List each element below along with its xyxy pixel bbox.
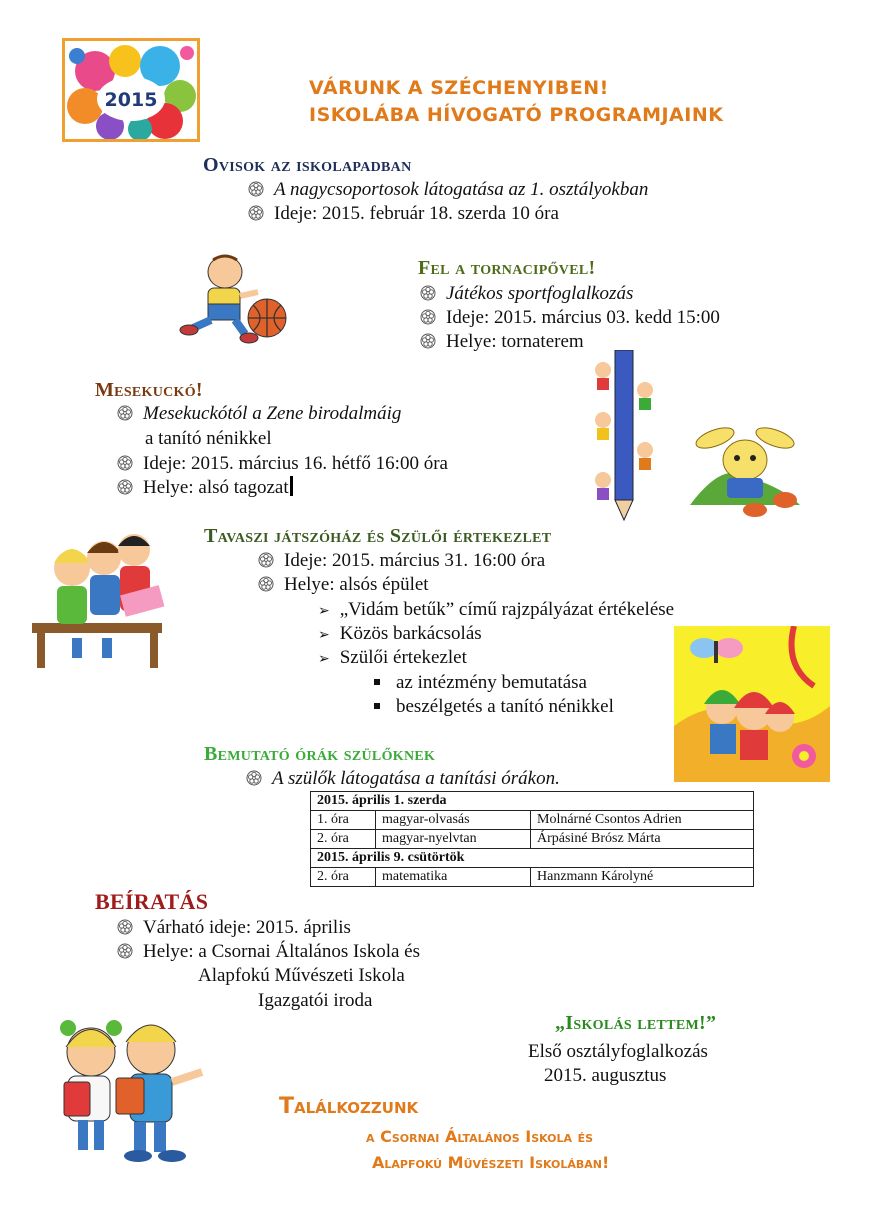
- table-cell-teacher: Árpásiné Brósz Márta: [531, 830, 754, 849]
- list-item: Ideje: 2015. március 31. 16:00 óra: [258, 549, 545, 573]
- basketball-kid-image: [175, 252, 295, 348]
- table-row: [311, 830, 754, 849]
- list-item: A szülők látogatása a tanítási órákon.: [246, 767, 560, 791]
- table-cell-subject: matematika: [376, 868, 531, 887]
- list-item: Ideje: 2015. február 18. szerda 10 óra: [248, 202, 559, 226]
- iskolas-date: 2015. augusztus: [544, 1065, 667, 1086]
- pencil-kids-image: [593, 350, 655, 522]
- flower-bullet-icon: [117, 455, 133, 471]
- table-cell-hour: 2. óra: [311, 868, 376, 887]
- list-item: Mesekuckótól a Zene birodalmáig: [117, 402, 401, 426]
- sub-list-item: ➢ „Vidám betűk” című rajzpályázat értékelése: [318, 598, 674, 624]
- list-item-continuation: Alapfokú Művészeti Iskola: [198, 965, 405, 986]
- sub-list-item: ➢ Közös barkácsolás: [318, 622, 482, 648]
- reading-kids-image: [32, 528, 172, 670]
- table-cell-hour: 2. óra: [311, 830, 376, 849]
- logo-2015: [62, 38, 200, 142]
- table-cell-subject: magyar-olvasás: [376, 811, 531, 830]
- section-title-tavaszi: Tavaszi játszóház és Szülői értekezlet: [204, 525, 552, 547]
- list-item: Várható ideje: 2015. április: [117, 916, 351, 940]
- iskolas-line: Első osztályfoglalkozás: [528, 1041, 708, 1062]
- sub-sub-list-item: beszélgetés a tanító nénikkel: [374, 695, 614, 719]
- table-cell-teacher: Hanzmann Károlyné: [531, 868, 754, 887]
- square-bullet-icon: [374, 679, 380, 685]
- list-item: Ideje: 2015. március 03. kedd 15:00: [420, 306, 720, 330]
- closing-line: Alapfokú Művészeti Iskolában!: [372, 1153, 610, 1172]
- square-bullet-icon: [374, 703, 380, 709]
- section-title-mese: Mesekuckó!: [95, 379, 203, 401]
- flower-bullet-icon: [117, 919, 133, 935]
- list-item: Játékos sportfoglalkozás: [420, 282, 633, 306]
- section-title-ovisok: Ovisok az iskolapadban: [203, 154, 412, 176]
- table-cell-teacher: Molnárné Csontos Adrien: [531, 811, 754, 830]
- table-day-row: [311, 849, 754, 868]
- flower-bullet-icon: [248, 205, 264, 221]
- flower-bullet-icon: [420, 285, 436, 301]
- schedule-day: 2015. április 1. szerda: [311, 792, 754, 811]
- section-title-beiratas: BEÍRATÁS: [95, 889, 209, 914]
- table-cell-hour: 1. óra: [311, 811, 376, 830]
- schedule-table: [310, 791, 754, 887]
- list-item-continuation: Igazgatói iroda: [258, 990, 373, 1011]
- flower-bullet-icon: [117, 943, 133, 959]
- arrow-bullet-icon: ➢: [318, 628, 330, 643]
- list-item: Helye: a Csornai Általános Iskola és: [117, 940, 420, 964]
- list-item: Helye: alsó tagozat: [117, 476, 293, 500]
- list-item: Helye: alsós épület: [258, 573, 429, 597]
- flower-bullet-icon: [420, 309, 436, 325]
- closing-line: a Csornai Általános Iskola és: [366, 1127, 594, 1146]
- flower-bullet-icon: [117, 479, 133, 495]
- schedule-day: 2015. április 9. csütörtök: [311, 849, 754, 868]
- sub-list-item: ➢ Szülői értekezlet: [318, 646, 467, 672]
- section-title-torna: Fel a tornacipővel!: [418, 257, 596, 279]
- bunny-image: [685, 420, 810, 520]
- header-title: VÁRUNK A SZÉCHENYIBEN!: [309, 77, 609, 99]
- dwarfs-butterfly-image: [674, 626, 830, 782]
- arrow-bullet-icon: ➢: [318, 652, 330, 667]
- flower-bullet-icon: [420, 333, 436, 349]
- list-item: Helye: tornaterem: [420, 330, 584, 354]
- section-title-iskolas: „Iskolás lettem!”: [555, 1012, 717, 1034]
- list-item: Ideje: 2015. március 16. hétfő 16:00 óra: [117, 452, 448, 476]
- flower-bullet-icon: [248, 181, 264, 197]
- flower-bullet-icon: [258, 552, 274, 568]
- sub-sub-list-item: az intézmény bemutatása: [374, 671, 587, 695]
- arrow-bullet-icon: ➢: [318, 604, 330, 619]
- school-kids-image: [46, 1012, 216, 1172]
- text-cursor: [290, 476, 293, 496]
- closing-title: Találkozzunk: [279, 1094, 419, 1119]
- flower-bullet-icon: [258, 576, 274, 592]
- table-cell-subject: magyar-nyelvtan: [376, 830, 531, 849]
- section-title-bemutato: Bemutató órák szülőknek: [204, 743, 436, 765]
- flower-bullet-icon: [246, 770, 262, 786]
- logo-year: 2015: [104, 89, 158, 111]
- table-row: [311, 868, 754, 887]
- list-item-continuation: a tanító nénikkel: [145, 428, 272, 449]
- table-day-row: [311, 792, 754, 811]
- table-row: [311, 811, 754, 830]
- flower-bullet-icon: [117, 405, 133, 421]
- list-item: A nagycsoportosok látogatása az 1. osztályokban: [248, 178, 648, 202]
- header-subtitle: ISKOLÁBA HÍVOGATÓ PROGRAMJAINK: [309, 104, 724, 126]
